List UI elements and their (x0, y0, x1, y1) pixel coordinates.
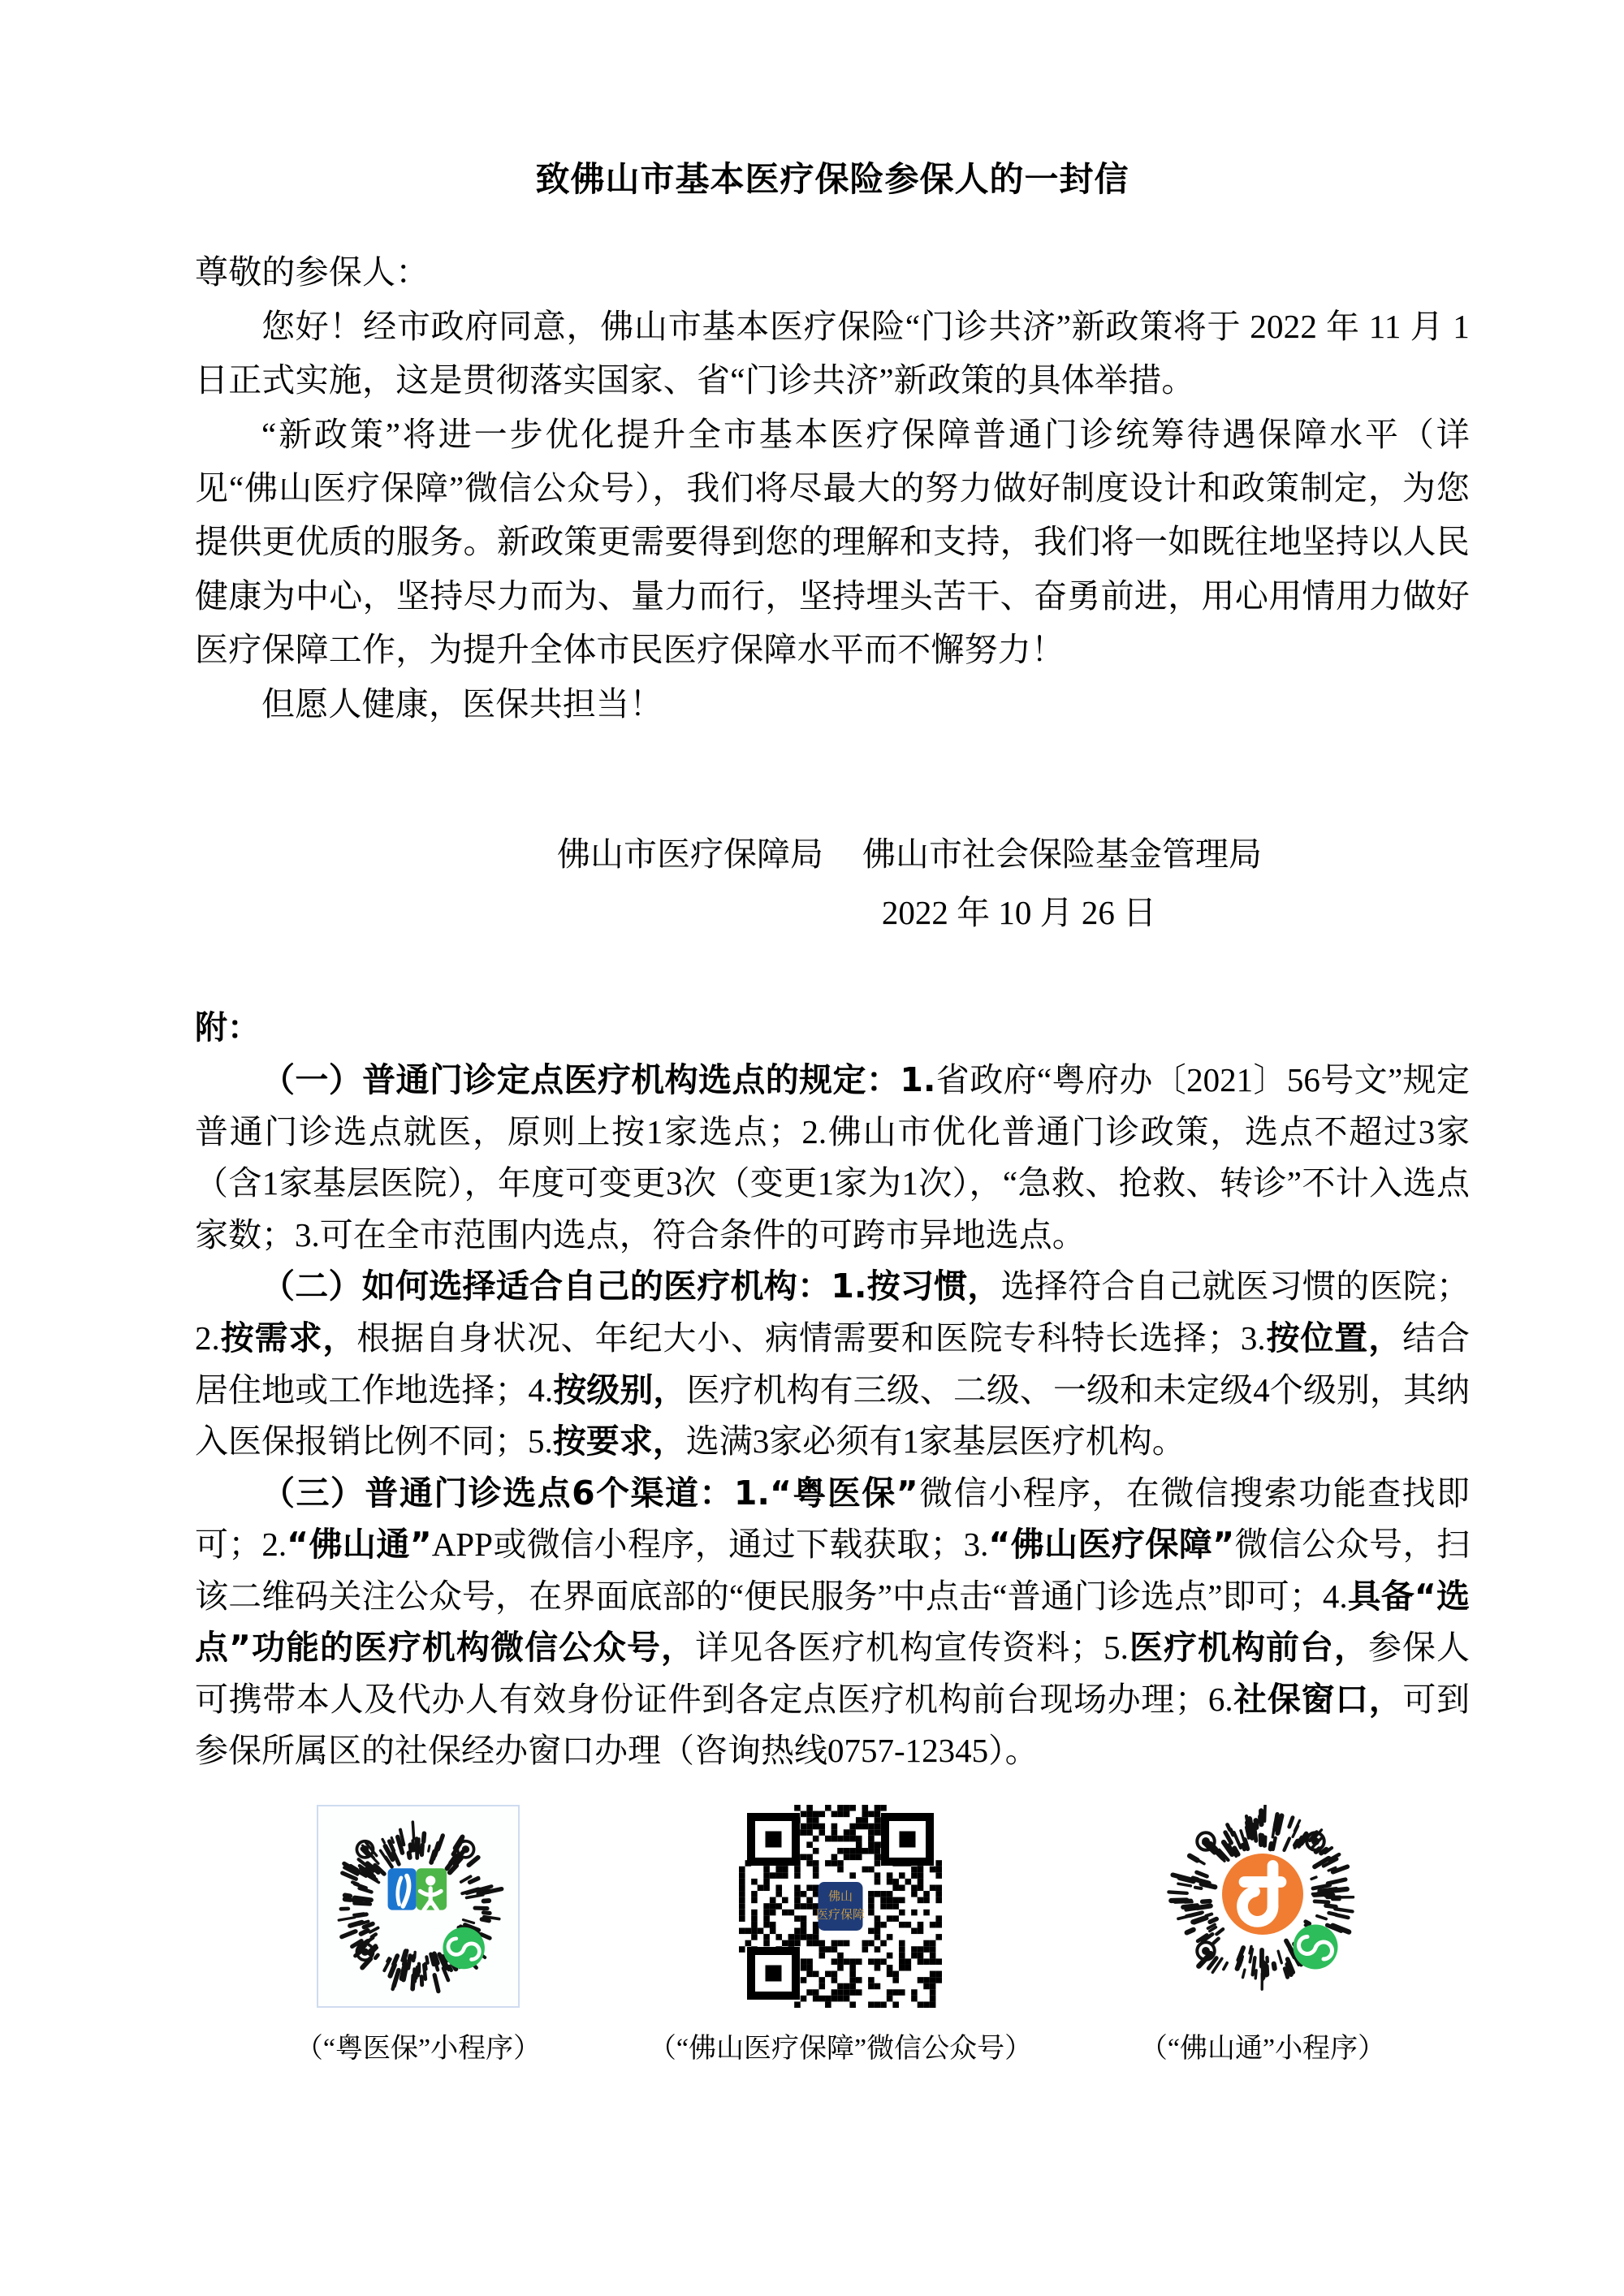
appendix-run-bold: 具备“选点”功能的医疗机构微信公众号， (195, 1576, 1470, 1668)
appendix-section (195, 1003, 1470, 1777)
body-paragraph-1: 您好！经市政府同意，佛山市基本医疗保险“门诊共济”新政策将于 2022 年 11 月 1 日正式实施，这是贯彻落实国家、省“门诊共济”新政策的具体举措。 (195, 307, 1470, 399)
qr-caption-yueyibao: （“粤医保”小程序） (295, 2033, 542, 2064)
appendix-run-bold: 按位置， (1265, 1318, 1403, 1357)
appendix-item-heading: （一）普通门诊定点医疗机构选点的规定：1. (261, 1060, 936, 1100)
qr-caption-foshantong: （“佛山通”小程序） (1139, 2033, 1386, 2064)
appendix-item-2 (195, 1261, 1470, 1467)
appendix-run-bold: 医疗机构前台， (1128, 1628, 1368, 1668)
appendix-item-1 (195, 1055, 1470, 1261)
signing-organizations (195, 828, 1470, 882)
appendix-run-bold: “粤医保” (770, 1473, 918, 1513)
signature-block (195, 828, 1470, 939)
appendix-run: 佛山市优化普通门诊政策，选点不超过3家（含1家基层医院），年度可变更3次（变更1家为1次），“急救、抢救、转诊”不计入选点家数；3. (195, 1112, 1471, 1254)
appendix-run: 参保人可携带本人及代办人有效身份证件到各定点医疗机构前台现场办理；6. (195, 1629, 1471, 1718)
document-sheet (195, 0, 1470, 2065)
qr-caption-foshan-yibao: （“佛山医疗保障”微信公众号） (648, 2033, 1033, 2064)
qr-code-row (195, 1805, 1470, 2065)
appendix-run-bold: 社保窗口， (1233, 1679, 1403, 1719)
appendix-label: 附： (195, 1009, 260, 1047)
qr-cell-foshan-yibao (650, 1805, 1031, 2065)
appendix-run: 详见各医疗机构宣传资料；5. (695, 1629, 1129, 1667)
appendix-run: 省政府“粤府办〔2021〕56号文”规定普通门诊选点就医，原则上按1家选点；2. (195, 1061, 1470, 1150)
radial-qr-graphic-2 (1161, 1805, 1364, 2008)
appendix-run: APP或微信小程序，通过下载获取；3. (431, 1526, 989, 1564)
appendix-run: 微信公众号，扫该二维码关注公众号，在界面底部的“便民服务”中点击“普通门诊选点”即可；4. (195, 1526, 1470, 1615)
body-paragraph-3: 但愿人健康，医保共担当！ (261, 684, 663, 723)
org-medical-security-bureau: 佛山市医疗保障局 (557, 835, 823, 874)
radial-qr-graphic (323, 1811, 513, 2001)
appendix-run: 可在全市范围内选点，符合条件的可跨市异地选点。 (319, 1215, 1086, 1254)
yuan-yibao-miniprogram-qr[interactable] (317, 1805, 520, 2008)
appendix-item-heading: （三）普通门诊选点6个渠道：1. (261, 1473, 770, 1513)
body-paragraph-2: “新政策”将进一步优化提升全市基本医疗保障普通门诊统筹待遇保障水平（详见“佛山医疗保障”微信公众号），我们将尽最大的努力做好制度设计和政策制定，为您提供更优质的服务。新政策更需要得到您的理解和支持，我们将一如既往地坚持以人民健康为中心，坚持尽力而为、量力而行，坚持埋头苦干、奋勇前进，用心用情用力做好医疗保障工作，为提升全体市民医疗保障水平而不懈努力！ (195, 415, 1470, 669)
signature-date: 2022 年 10 月 26 日 (881, 893, 1157, 931)
foshan-yiliaobaozhang-official-account-qr[interactable] (739, 1805, 942, 2008)
page-title: 致佛山市基本医疗保险参保人的一封信 (535, 159, 1129, 199)
appendix-run: 选满3家必须有1家基层医疗机构。 (685, 1422, 1186, 1461)
qr-cell-yueyibao (227, 1805, 609, 2065)
qr-center-label-line1: 佛山 (827, 1888, 853, 1904)
square-qr-graphic (739, 1805, 942, 2008)
appendix-run: 可到参保所属区的社保经办窗口办理（咨询热线0757-12345）。 (195, 1680, 1471, 1770)
appendix-run-bold: “佛山通” (287, 1525, 432, 1564)
appendix-run: 根据自身状况、年纪大小、病情需要和医院专科特长选择；3. (356, 1318, 1266, 1357)
foshantong-miniprogram-qr[interactable] (1161, 1805, 1364, 2008)
appendix-run: 微信小程序，在微信搜索功能查找即可；2. (195, 1474, 1470, 1564)
appendix-item-heading: （二）如何选择适合自己的医疗机构：1.按习惯， (261, 1267, 1001, 1306)
appendix-item-3 (195, 1468, 1470, 1777)
appendix-run: 结合居住地或工作地选择；4. (195, 1318, 1471, 1409)
appendix-run: 医疗机构有三级、二级、一级和未定级4个级别，其纳入医保报销比例不同；5. (195, 1370, 1471, 1461)
appendix-run-bold: 按要求， (552, 1422, 686, 1461)
appendix-run-bold: 按需求， (219, 1318, 357, 1357)
appendix-run-bold: “佛山医疗保障” (988, 1525, 1235, 1564)
salutation: 尊敬的参保人： (195, 253, 430, 291)
qr-cell-foshantong (1072, 1805, 1453, 2065)
qr-center-label-line2: 医疗保障 (815, 1906, 866, 1922)
org-social-insurance-fund-bureau: 佛山市社会保险基金管理局 (862, 835, 1262, 874)
letter-body (195, 245, 1470, 731)
appendix-run: 选择符合自己就医习惯的医院；2. (195, 1267, 1471, 1357)
appendix-run-bold: 按级别， (553, 1370, 687, 1409)
